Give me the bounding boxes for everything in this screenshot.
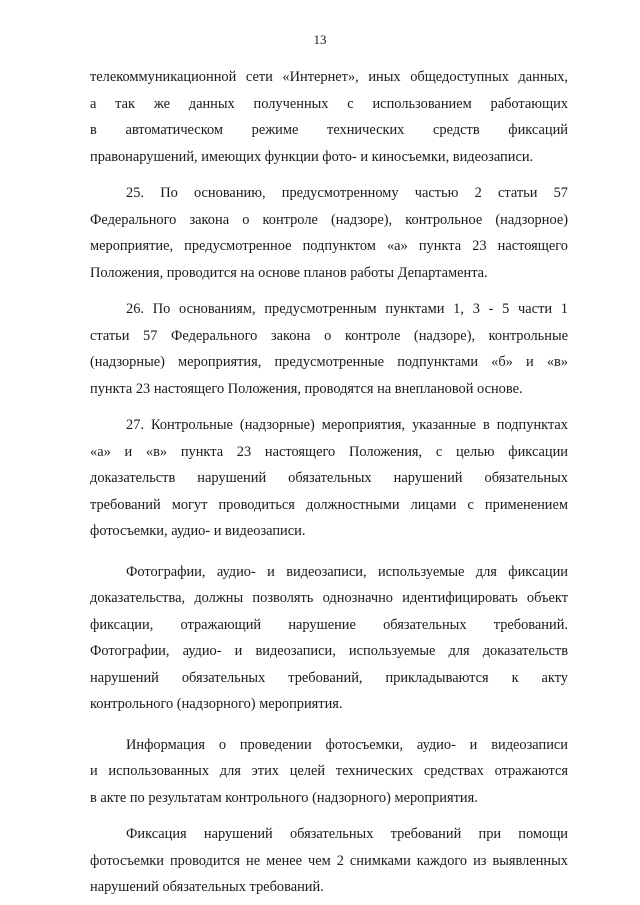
- text-line: Федерального закона о контроле (надзоре), контрольное (надзорное): [90, 211, 568, 228]
- paragraph-continuation: [90, 64, 568, 170]
- text-line: а так же данных полученных с использованием работающих: [90, 95, 568, 112]
- text-line: и использованных для этих целей технических средствах отражаются: [90, 763, 568, 779]
- text-line: (надзорные) мероприятия, предусмотренные подпунктами «б» и «в»: [90, 354, 568, 370]
- paragraph-item-26: [90, 296, 568, 402]
- text-line: статьи 57 Федерального закона о контроле (надзоре), контрольные: [90, 327, 568, 344]
- text-line: доказательств нарушений обязательных нарушений обязательных: [90, 470, 568, 486]
- text-line: требований могут проводиться должностными лицами с применением: [90, 496, 568, 513]
- text-line: доказательства, должны позволять однозначно идентифицировать объект: [90, 590, 568, 606]
- document-body: [90, 64, 568, 901]
- text-line: в автоматическом режиме технических средств фиксаций: [90, 122, 568, 138]
- text-line: нарушений обязательных требований.: [90, 879, 324, 895]
- text-line: мероприятие, предусмотренное подпунктом «а» пункта 23 настоящего: [90, 238, 568, 254]
- text-line: Положения, проводится на основе планов работы Департамента.: [90, 264, 488, 281]
- text-line: правонарушений, имеющих функции фото- и киносъемки, видеозаписи.: [90, 148, 534, 165]
- text-line: 26. По основаниям, предусмотренным пунктами 1, 3 - 5 части 1: [126, 301, 568, 317]
- text-line: пункта 23 настоящего Положения, проводятся на внеплановой основе.: [90, 380, 523, 397]
- text-line: «а» и «в» пункта 23 настоящего Положения, с целью фиксации: [90, 443, 568, 460]
- text-line: Фотографии, аудио- и видеозаписи, используемые для доказательств: [90, 643, 568, 659]
- paragraph-item-25: [90, 180, 568, 286]
- text-line: 25. По основанию, предусмотренному частью 2 статьи 57: [126, 185, 568, 201]
- text-line: в акте по результатам контрольного (надзорного) мероприятия.: [90, 789, 478, 806]
- paragraph-item-27: [90, 412, 568, 545]
- text-line: телекоммуникационной сети «Интернет», иных общедоступных данных,: [90, 69, 568, 85]
- paragraph-information: [90, 732, 568, 812]
- text-line: фиксации, отражающий нарушение обязательных требований.: [90, 616, 568, 633]
- paragraph-photos: [90, 559, 568, 718]
- text-line: Информация о проведении фотосъемки, аудио- и видеозаписи: [126, 736, 568, 753]
- text-line: контрольного (надзорного) мероприятия.: [90, 696, 343, 712]
- text-line: нарушений обязательных требований, прикладываются к акту: [90, 669, 568, 686]
- page-number: 13: [313, 32, 327, 47]
- text-line: Фиксация нарушений обязательных требований при помощи: [126, 826, 568, 842]
- paragraph-fixation: [90, 821, 568, 901]
- text-line: фотосъемки, аудио- и видеозаписи.: [90, 523, 306, 539]
- text-line: 27. Контрольные (надзорные) мероприятия, указанные в подпунктах: [126, 417, 568, 433]
- text-line: Фотографии, аудио- и видеозаписи, используемые для фиксации: [126, 563, 568, 580]
- text-line: фотосъемки проводится не менее чем 2 снимками каждого из выявленных: [90, 852, 568, 869]
